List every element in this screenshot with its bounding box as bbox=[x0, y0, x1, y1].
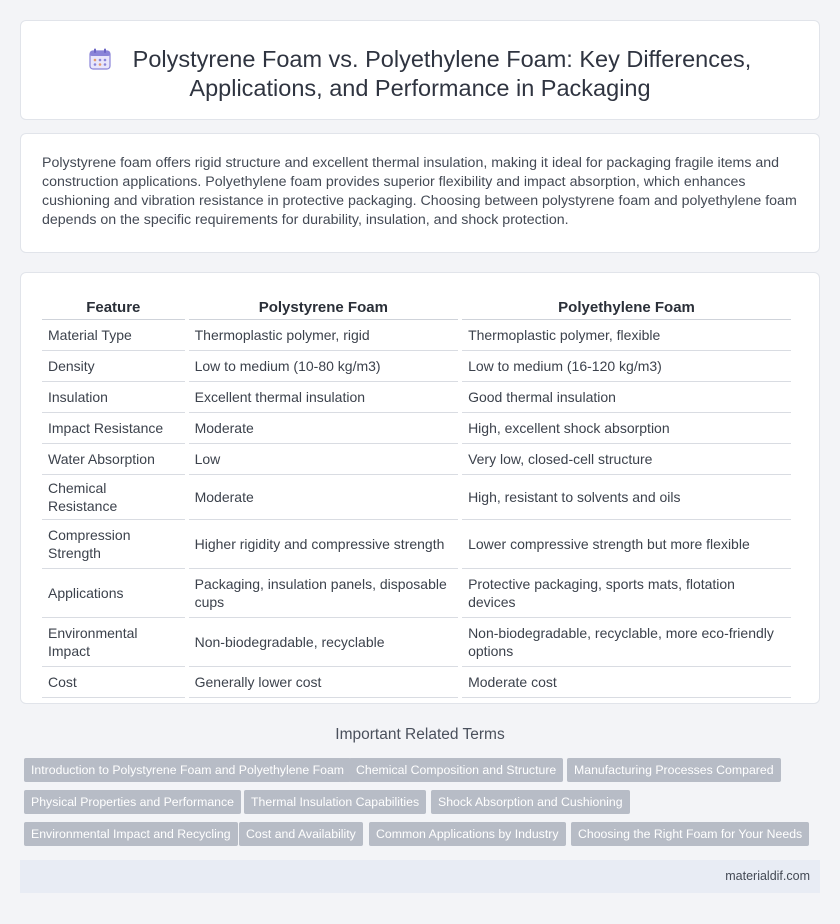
feature-cell: Density bbox=[42, 351, 185, 382]
table-row bbox=[42, 520, 791, 569]
intro-paragraph: Polystyrene foam offers rigid structure and excellent thermal insulation, making it ideal for packaging fragile items and construction applications. Polyethylene foam provides superior flexibility and impact absorption, which enhances cushioning and vibration resistance in protective packaging. Choosing between polystyrene foam and polyethylene foam depends on the specific requirements for durability, insulation, and shock protection. bbox=[42, 155, 797, 228]
footer-site-link[interactable]: materialdif.com bbox=[725, 869, 810, 883]
related-term-tag[interactable]: Cost and Availability bbox=[239, 822, 363, 846]
polystyrene-cell: Generally lower cost bbox=[189, 667, 458, 698]
polystyrene-cell: Excellent thermal insulation bbox=[189, 382, 458, 413]
polystyrene-cell: Higher rigidity and compressive strength bbox=[189, 520, 458, 569]
table-row bbox=[42, 569, 791, 618]
table-header-row bbox=[42, 296, 791, 320]
related-terms-heading: Important Related Terms bbox=[335, 726, 505, 743]
polystyrene-cell: Non-biodegradable, recyclable bbox=[189, 618, 458, 667]
related-term-tag[interactable]: Chemical Composition and Structure bbox=[349, 758, 563, 782]
polyethylene-cell: Thermoplastic polymer, flexible bbox=[462, 320, 791, 351]
related-term-tag[interactable]: Manufacturing Processes Compared bbox=[567, 758, 781, 782]
table-row bbox=[42, 475, 791, 520]
related-term-tag[interactable]: Choosing the Right Foam for Your Needs bbox=[571, 822, 809, 846]
polystyrene-cell: Moderate bbox=[189, 413, 458, 444]
polyethylene-cell: Very low, closed-cell structure bbox=[462, 444, 791, 475]
polystyrene-cell: Low to medium (10-80 kg/m3) bbox=[189, 351, 458, 382]
polyethylene-cell: Lower compressive strength but more flexible bbox=[462, 520, 791, 569]
calendar-icon bbox=[89, 48, 111, 70]
feature-cell: Cost bbox=[42, 667, 185, 698]
related-term-tag[interactable]: Common Applications by Industry bbox=[369, 822, 566, 846]
footer bbox=[20, 860, 820, 893]
column-header-polystyrene: Polystyrene Foam bbox=[189, 296, 458, 320]
feature-cell: Applications bbox=[42, 569, 185, 618]
related-term-tag[interactable]: Shock Absorption and Cushioning bbox=[431, 790, 630, 814]
comparison-table bbox=[38, 296, 795, 698]
related-term-tag[interactable]: Thermal Insulation Capabilities bbox=[244, 790, 426, 814]
table-row bbox=[42, 444, 791, 475]
page-title bbox=[21, 45, 819, 103]
table-row bbox=[42, 351, 791, 382]
polystyrene-cell: Packaging, insulation panels, disposable cups bbox=[189, 569, 458, 618]
polyethylene-cell: High, resistant to solvents and oils bbox=[462, 475, 791, 520]
intro-card bbox=[20, 133, 820, 253]
polyethylene-cell: Moderate cost bbox=[462, 667, 791, 698]
title-text: Polystyrene Foam vs. Polyethylene Foam: Key Differences, Applications, and Performance in Packaging bbox=[132, 46, 752, 101]
column-header-polyethylene: Polyethylene Foam bbox=[462, 296, 791, 320]
related-term-tag[interactable]: Physical Properties and Performance bbox=[24, 790, 241, 814]
polystyrene-cell: Moderate bbox=[189, 475, 458, 520]
feature-cell: Water Absorption bbox=[42, 444, 185, 475]
header-card bbox=[20, 20, 820, 120]
polyethylene-cell: Low to medium (16-120 kg/m3) bbox=[462, 351, 791, 382]
table-row bbox=[42, 382, 791, 413]
feature-cell: Compression Strength bbox=[42, 520, 185, 569]
related-term-tag[interactable]: Environmental Impact and Recycling bbox=[24, 822, 238, 846]
feature-cell: Environmental Impact bbox=[42, 618, 185, 667]
feature-cell: Material Type bbox=[42, 320, 185, 351]
polyethylene-cell: Good thermal insulation bbox=[462, 382, 791, 413]
comparison-table-card bbox=[20, 272, 820, 704]
related-term-tag[interactable]: Introduction to Polystyrene Foam and Polyethylene Foam bbox=[24, 758, 351, 782]
polyethylene-cell: Protective packaging, sports mats, flotation devices bbox=[462, 569, 791, 618]
polyethylene-cell: High, excellent shock absorption bbox=[462, 413, 791, 444]
polystyrene-cell: Thermoplastic polymer, rigid bbox=[189, 320, 458, 351]
feature-cell: Chemical Resistance bbox=[42, 475, 185, 520]
table-row bbox=[42, 618, 791, 667]
polyethylene-cell: Non-biodegradable, recyclable, more eco-friendly options bbox=[462, 618, 791, 667]
table-row bbox=[42, 667, 791, 698]
polystyrene-cell: Low bbox=[189, 444, 458, 475]
column-header-feature: Feature bbox=[42, 296, 185, 320]
feature-cell: Insulation bbox=[42, 382, 185, 413]
table-row bbox=[42, 320, 791, 351]
feature-cell: Impact Resistance bbox=[42, 413, 185, 444]
table-row bbox=[42, 413, 791, 444]
